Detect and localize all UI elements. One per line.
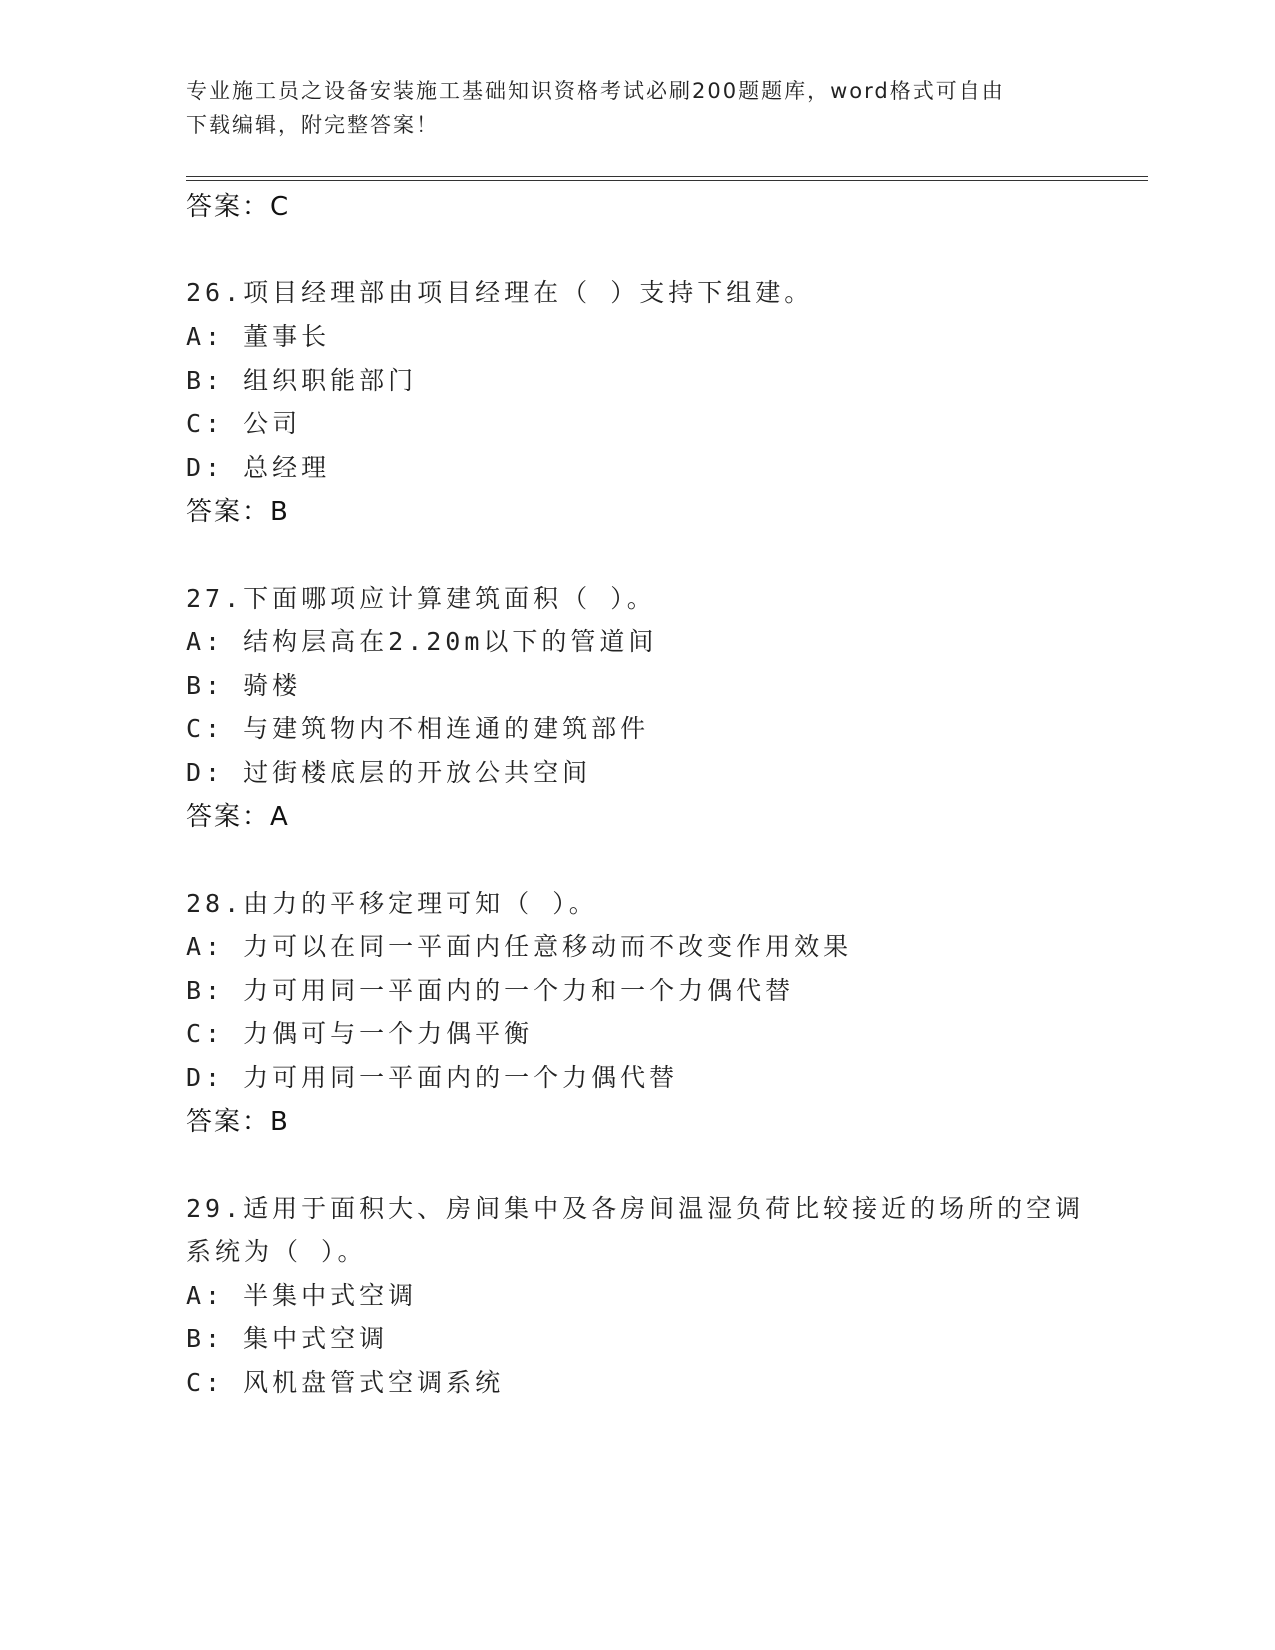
option-d: D: 总经理 — [186, 453, 331, 482]
option-c: C: 风机盘管式空调系统 — [186, 1368, 505, 1397]
question-stem: 27.下面哪项应计算建筑面积（ ）。 — [186, 584, 656, 613]
option-d: D: 力可用同一平面内的一个力偶代替 — [186, 1063, 679, 1092]
option-a: A: 半集中式空调 — [186, 1281, 418, 1310]
option-c: C: 公司 — [186, 409, 302, 438]
answer-line: 答案：B — [186, 497, 290, 527]
option-a: A: 结构层高在2.20m以下的管道间 — [186, 627, 658, 656]
option-b: B: 骑楼 — [186, 671, 302, 700]
option-c: C: 与建筑物内不相连通的建筑部件 — [186, 714, 650, 743]
question-stem: 26.项目经理部由项目经理在（ ）支持下组建。 — [186, 278, 814, 307]
option-a: A: 力可以在同一平面内任意移动而不改变作用效果 — [186, 932, 853, 961]
answer-line: 答案：C — [186, 192, 291, 222]
question-stem-continued: 系统为（ ）。 — [186, 1237, 367, 1266]
option-c: C: 力偶可与一个力偶平衡 — [186, 1019, 534, 1048]
header-line-1: 专业施工员之设备安装施工基础知识资格考试必刷200题题库，word格式可自由 — [186, 79, 1005, 103]
answer-line: 答案：A — [186, 802, 290, 832]
option-b: B: 组织职能部门 — [186, 366, 418, 395]
header-divider — [186, 176, 1148, 181]
option-b: B: 力可用同一平面内的一个力和一个力偶代替 — [186, 976, 795, 1005]
question-stem: 29.适用于面积大、房间集中及各房间温湿负荷比较接近的场所的空调 — [186, 1194, 1085, 1223]
option-b: B: 集中式空调 — [186, 1324, 389, 1353]
option-a: A: 董事长 — [186, 322, 331, 351]
document-header — [186, 74, 1066, 142]
answer-line: 答案：B — [186, 1107, 290, 1137]
option-d: D: 过街楼底层的开放公共空间 — [186, 758, 592, 787]
question-stem: 28.由力的平移定理可知（ ）。 — [186, 889, 598, 918]
header-line-2: 下载编辑，附完整答案！ — [186, 113, 439, 137]
